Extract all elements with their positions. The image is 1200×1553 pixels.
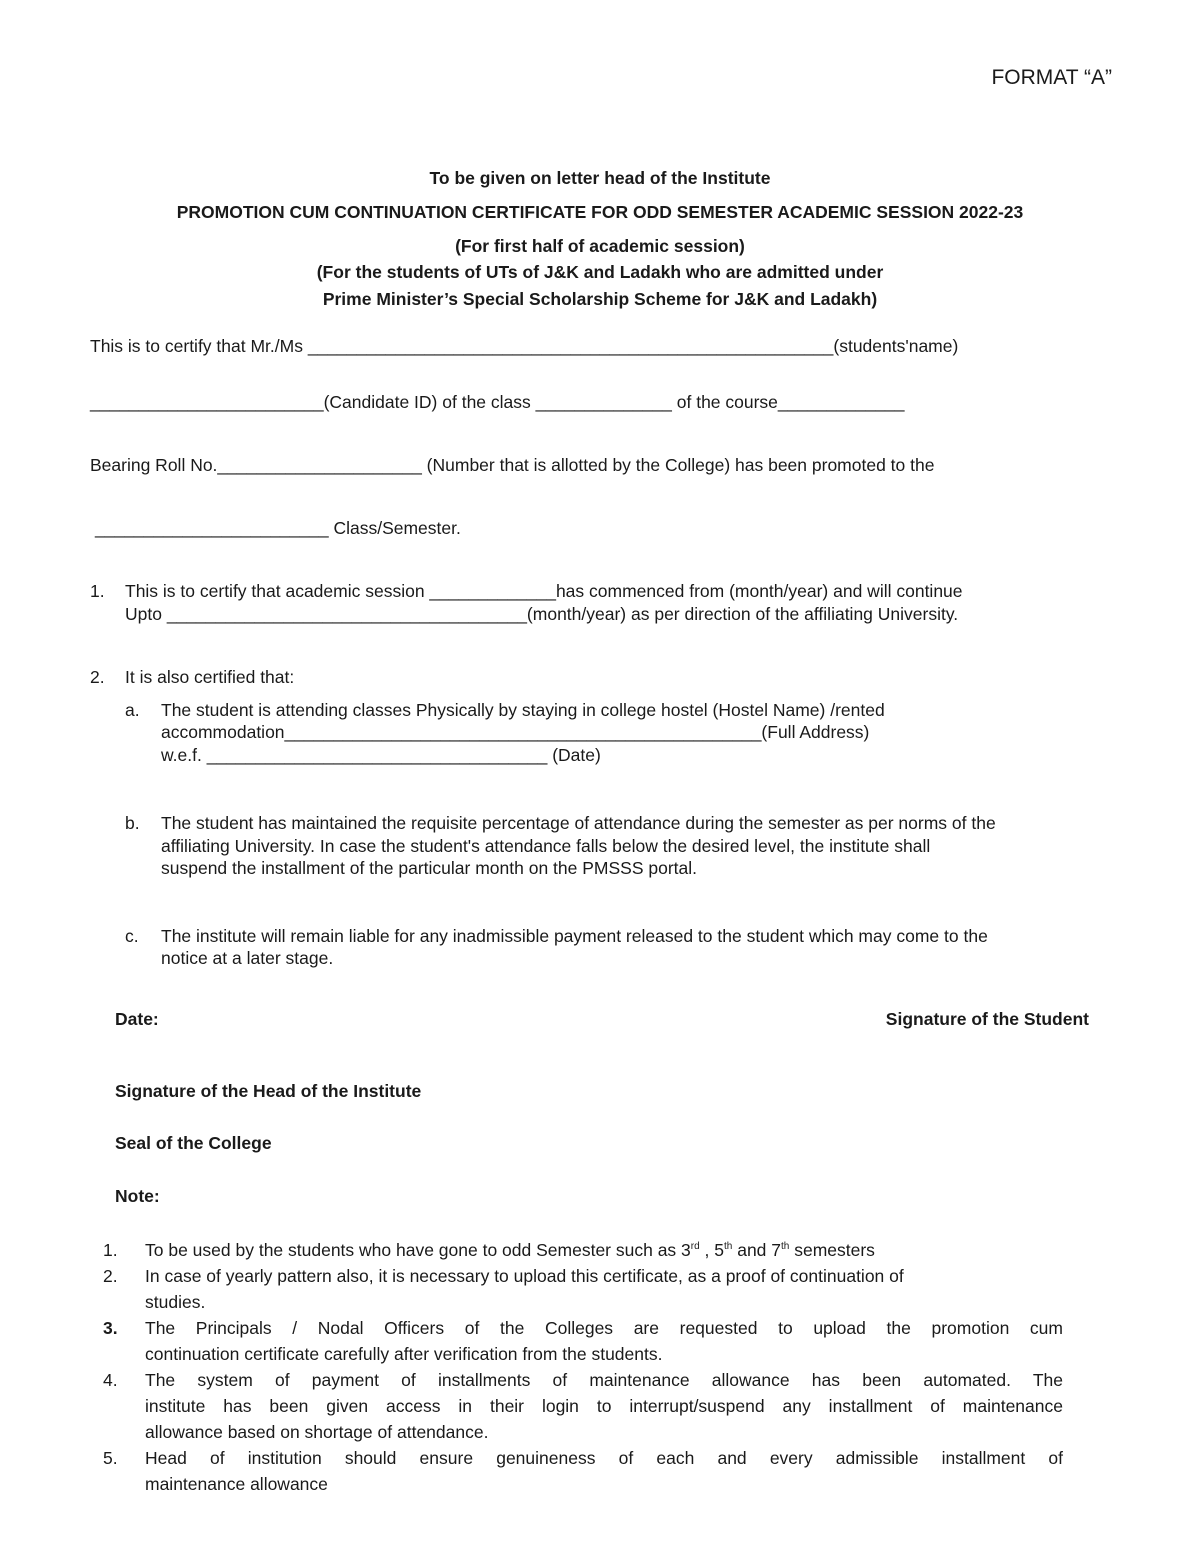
note-3-line1: The Principals / Nodal Officers of the Colleges are requested to upload the promotion cum [145,1318,1063,1338]
student-signature-label: Signature of the Student [885,1009,1089,1029]
note-4-line3: allowance based on shortage of attendance. [145,1422,489,1442]
header-eligibility-line2: Prime Minister’s Special Scholarship Scheme for J&K and Ladakh) [322,289,878,309]
roll-number-line: Bearing Roll No._____________________ (Number that is allotted by the College) has been promoted to the [90,455,935,475]
note-4-number: 4. [103,1370,118,1390]
item-a-line2: accommodation_________________________________________________(Full Address) [161,722,870,742]
item-c-letter: c. [125,926,139,946]
item-b-line3: suspend the installment of the particular month on the PMSSS portal. [161,858,697,878]
item-2-number: 2. [90,667,105,687]
note-1-number: 1. [103,1240,118,1260]
student-name-line: This is to certify that Mr./Ms ______________________________________________________(students'name) [90,336,959,356]
note-heading: Note: [115,1186,160,1206]
certificate-title: PROMOTION CUM CONTINUATION CERTIFICATE FOR ODD SEMESTER ACADEMIC SESSION 2022-23 [176,202,1024,222]
note-2-number: 2. [103,1266,118,1286]
item-a-line1: The student is attending classes Physically by staying in college hostel (Hostel Name) /rented [161,700,885,720]
head-signature-label: Signature of the Head of the Institute [115,1081,422,1101]
item-1-line1: This is to certify that academic session _____________has commenced from (month/year) and will continue [125,581,963,601]
note-5-line2: maintenance allowance [145,1474,328,1494]
note-4-line1: The system of payment of installments of maintenance allowance has been automated. The [145,1370,1063,1390]
item-a-line3: w.e.f. ___________________________________ (Date) [161,745,601,765]
note-5-line1: Head of institution should ensure genuineness of each and every admissible installment of [145,1448,1063,1468]
college-seal-label: Seal of the College [115,1133,272,1153]
date-label: Date: [115,1009,159,1029]
item-1-line2: Upto _____________________________________(month/year) as per direction of the affiliating University. [125,604,959,624]
item-1-number: 1. [90,581,105,601]
item-c-line1: The institute will remain liable for any inadmissible payment released to the student which may come to the [161,926,988,946]
item-b-line1: The student has maintained the requisite percentage of attendance during the semester as per norms of the [161,813,996,833]
item-b-line2: affiliating University. In case the student's attendance falls below the desired level, the institute shall [161,836,931,856]
item-2-text: It is also certified that: [125,667,295,687]
note-1-text: To be used by the students who have gone to odd Semester such as 3rd , 5th and 7th semesters [145,1240,875,1260]
note-2-line1: In case of yearly pattern also, it is necessary to upload this certificate, as a proof of continuation of [145,1266,904,1286]
note-3-line2: continuation certificate carefully after verification from the students. [145,1344,663,1364]
candidate-id-line: ________________________(Candidate ID) of the class ______________ of the course_____________ [90,392,905,412]
note-2-line2: studies. [145,1292,206,1312]
header-letterhead-note: To be given on letter head of the Institute [429,168,771,188]
note-5-number: 5. [103,1448,118,1468]
header-eligibility-line1: (For the students of UTs of J&K and Ladakh who are admitted under [316,262,884,282]
note-4-line2: institute has been given access in their login to interrupt/suspend any installment of maintenance [145,1396,1063,1416]
item-c-line2: notice at a later stage. [161,948,334,968]
note-3-number: 3. [103,1318,118,1338]
class-semester-line: ________________________ Class/Semester. [95,518,461,538]
header-subtitle: (For first half of academic session) [455,236,745,256]
item-a-letter: a. [125,700,140,720]
format-label: FORMAT “A” [991,66,1112,89]
item-b-letter: b. [125,813,140,833]
